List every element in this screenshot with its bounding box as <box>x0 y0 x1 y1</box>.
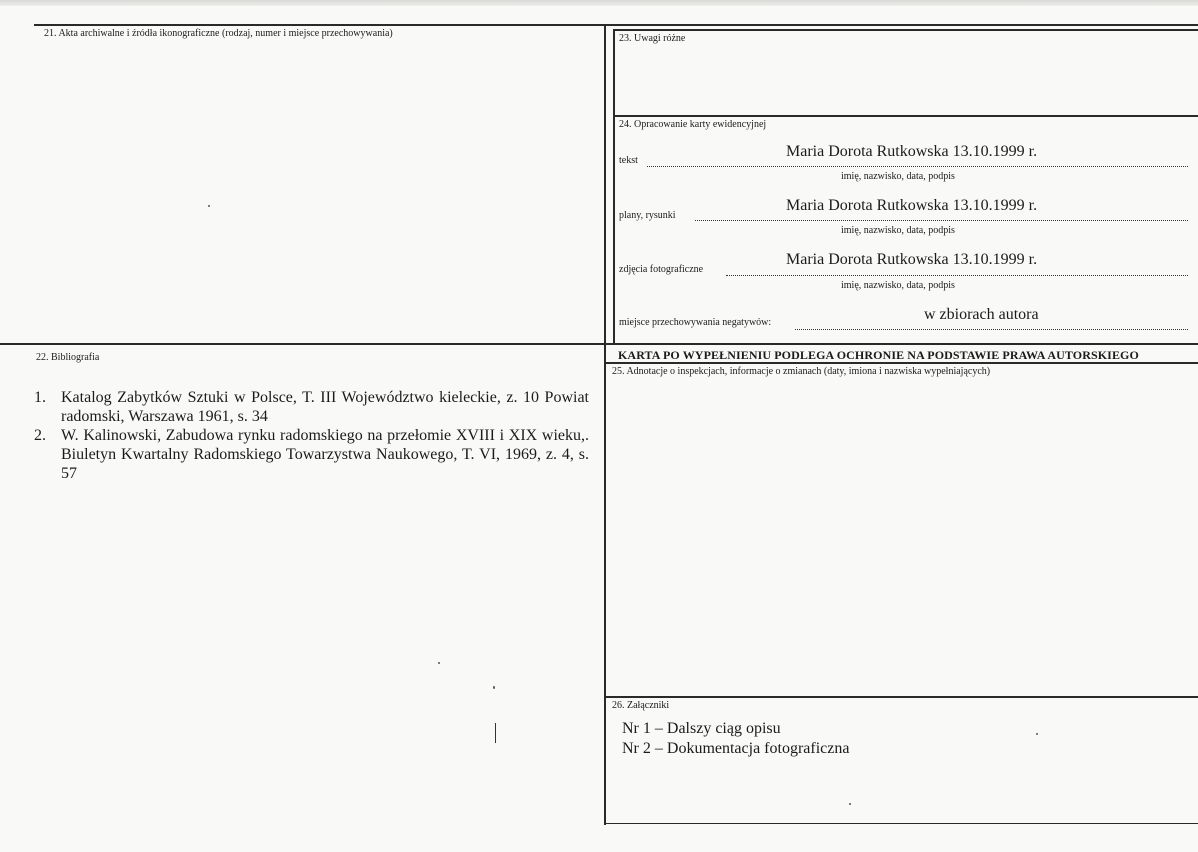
tekst-label: tekst <box>619 155 638 166</box>
bottom-rule <box>606 823 1198 824</box>
plany-label: plany, rysunki <box>619 210 676 221</box>
tekst-value: Maria Dorota Rutkowska 13.10.1999 r. <box>786 143 1038 160</box>
section-26-top-rule <box>606 696 1198 698</box>
section-22-label: 22. Bibliografia <box>36 352 100 363</box>
zdjecia-dotted-line <box>726 275 1188 276</box>
bibliography-item-number: 2. <box>34 427 46 444</box>
section-23-label: 23. Uwagi różne <box>619 33 686 44</box>
scan-speck <box>1036 733 1038 735</box>
copyright-notice: KARTA PO WYPEŁNIENIU PODLEGA OCHRONIE NA PODSTAWIE PRAWA AUTORSKIEGO <box>618 348 1139 362</box>
negatives-value: w zbiorach autora <box>924 306 1039 323</box>
section-25-label: 25. Adnotacje o inspekcjach, informacje o zmianach (daty, imiona i nazwiska wypełniających) <box>612 366 991 377</box>
plany-value: Maria Dorota Rutkowska 13.10.1999 r. <box>786 197 1038 214</box>
scan-top-edge <box>0 0 1198 6</box>
bibliography-item-text: Katalog Zabytków Sztuki w Polsce, T. III Województwo kieleckie, z. 10 Powiat radomski, Warszawa 1961, s. 34 <box>61 389 589 425</box>
section-26-label: 26. Załączniki <box>612 700 670 711</box>
center-divider <box>604 25 606 825</box>
zdjecia-label: zdjęcia fotograficzne <box>619 264 704 275</box>
bibliography-list <box>34 388 589 483</box>
negatives-dotted-line <box>795 329 1188 330</box>
bibliography-item-number: 1. <box>34 389 46 406</box>
negatives-label: miejsce przechowywania negatywów: <box>619 317 772 328</box>
section-24-label: 24. Opracowanie karty ewidencyjnej <box>619 119 767 130</box>
section-23-left-rule <box>613 30 615 345</box>
zdjecia-hint: imię, nazwisko, data, podpis <box>841 280 955 291</box>
zdjecia-value: Maria Dorota Rutkowska 13.10.1999 r. <box>786 251 1038 268</box>
bibliography-item-text: W. Kalinowski, Zabudowa rynku radomskiego na przełomie XVIII i XIX wieku,. Biuletyn Kwartalny Radomskiego Towarzystwa Naukowego, T. VI, 1969, z. 4, s. 57 <box>61 427 589 482</box>
attachment-item: Nr 1 – Dalszy ciąg opisu <box>622 720 781 737</box>
plany-hint: imię, nazwisko, data, podpis <box>841 225 955 236</box>
bibliography-item <box>34 388 589 426</box>
top-rule <box>34 24 1198 26</box>
attachment-item: Nr 2 – Dokumentacja fotograficzna <box>622 740 850 757</box>
scan-speck <box>493 686 495 689</box>
plany-dotted-line <box>695 220 1188 221</box>
tekst-hint: imię, nazwisko, data, podpis <box>841 171 955 182</box>
section-21-label: 21. Akta archiwalne i źródła ikonograficzne (rodzaj, numer i miejsce przechowywania) <box>44 28 393 39</box>
scan-speck <box>495 723 496 743</box>
section-23-top-rule <box>613 29 1198 31</box>
section-24-top-rule <box>613 115 1198 117</box>
scan-speck <box>208 205 210 207</box>
tekst-dotted-line <box>647 166 1188 167</box>
section-22-top-rule <box>0 343 1198 345</box>
scan-speck <box>849 803 851 805</box>
scan-speck <box>438 662 440 664</box>
bibliography-item <box>34 426 589 483</box>
